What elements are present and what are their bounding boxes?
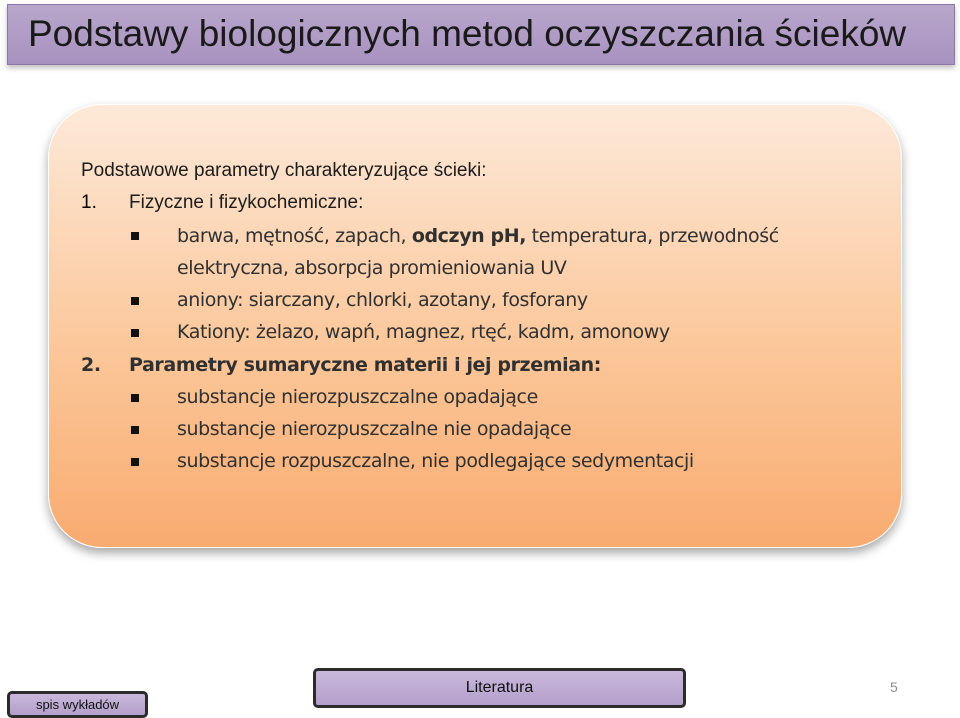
item-text-pre: barwa, mętność, zapach, [177,225,412,247]
section1-label: Fizyczne i fizykochemiczne: [129,192,364,213]
bullet-square-icon [131,426,139,434]
bullet-square-icon [131,297,139,305]
content-heading: Podstawowe parametry charakteryzujące ścieki: [81,160,487,181]
list-item: Kationy: żelazo, wapń, magnez, rtęć, kadm, amonowy [177,321,670,343]
bullet-square-icon [131,394,139,402]
section1-number: 1. [81,192,97,213]
section2-label: Parametry sumaryczne materii i jej przemian: [129,354,601,376]
section2-number: 2. [81,354,101,376]
bullet-square-icon [131,329,139,337]
list-item: substancje nierozpuszczalne nie opadające [177,418,572,440]
item-text-bold: odczyn pH, [411,225,527,247]
item-text-post: temperatura, przewodność [526,225,779,247]
spis-wykladow-button[interactable]: spis wykładów [7,691,148,718]
slide-title: Podstawy biologicznych metod oczyszczania ścieków [28,13,907,54]
list-item-continuation: elektryczna, absorpcja promieniowania UV [177,257,567,279]
title-bar [7,4,955,65]
list-item: substancje nierozpuszczalne opadające [177,386,538,408]
page-number: 5 [890,679,898,695]
bullet-square-icon [131,232,139,240]
literatura-button[interactable]: Literatura [313,668,686,708]
list-item: substancje rozpuszczalne, nie podlegające sedymentacji [177,450,694,472]
list-item [177,225,779,247]
bullet-square-icon [131,458,139,466]
list-item: aniony: siarczany, chlorki, azotany, fosforany [177,289,588,311]
